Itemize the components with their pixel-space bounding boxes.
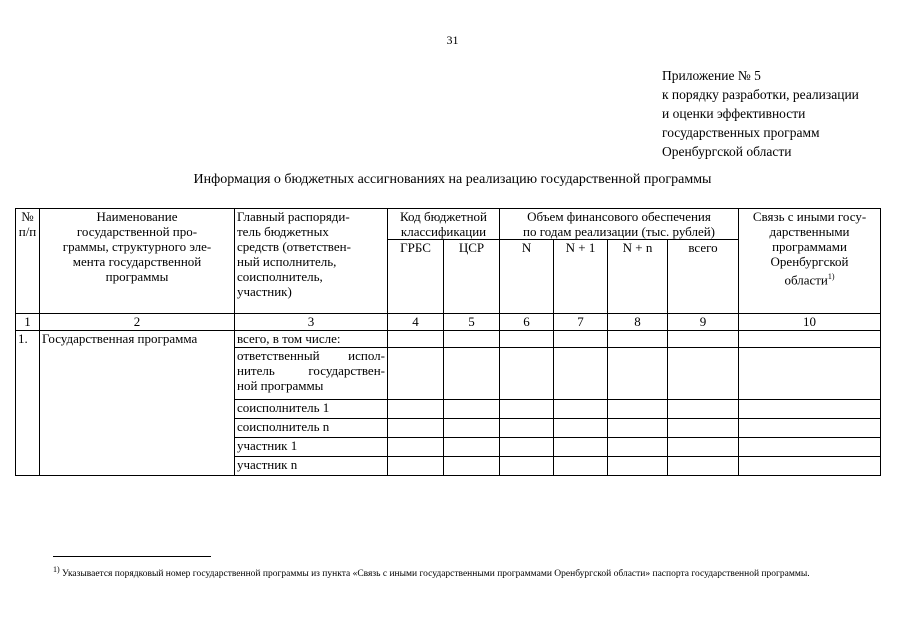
row-manager: ответственный испол- нитель государствен- ной программы (235, 348, 388, 400)
column-number: 8 (608, 314, 668, 331)
row-number: 1. (16, 331, 40, 476)
column-number: 2 (40, 314, 235, 331)
header-budget-code: Код бюджетной классификации (388, 209, 500, 240)
footnote-ref: 1) (827, 272, 835, 281)
header-manager: Главный распоряди- тель бюджетных средств (ответствен- ный исполнитель, соисполнитель, участник) (235, 209, 388, 314)
header-program-name: Наименование государственной про- граммы, структурного эле- мента государственной программы (40, 209, 235, 314)
column-number: 1 (16, 314, 40, 331)
document-title: Информация о бюджетных ассигнованиях на реализацию государственной программы (193, 172, 712, 187)
row-manager: соисполнитель n (235, 419, 388, 438)
column-number: 4 (388, 314, 444, 331)
column-number: 6 (500, 314, 554, 331)
footnote-text: Указывается порядковый номер государственной программы из пункта «Связь с иными государственными программами Оренбургской области» паспорта государственной программы. (62, 569, 810, 580)
column-number: 5 (444, 314, 500, 331)
column-number: 9 (668, 314, 739, 331)
header-grbs: ГРБС (388, 240, 444, 314)
row-manager: участник 1 (235, 438, 388, 457)
footnote-mark: 1) (53, 565, 60, 574)
budget-table (15, 208, 881, 476)
header-year-n: N (500, 240, 554, 314)
appendix-line: государственных программ (662, 125, 820, 140)
column-number: 3 (235, 314, 388, 331)
appendix-header (662, 66, 859, 161)
appendix-line: к порядку разработки, реализации (662, 87, 859, 102)
column-number: 10 (739, 314, 881, 331)
header-number: № п/п (16, 209, 40, 314)
page-number: 31 (446, 33, 459, 47)
header-total: всего (668, 240, 739, 314)
table-row (16, 331, 881, 348)
header-csr: ЦСР (444, 240, 500, 314)
header-year-n1: N + 1 (554, 240, 608, 314)
appendix-line: и оценки эффективности (662, 106, 806, 121)
row-manager: участник n (235, 457, 388, 476)
row-manager: всего, в том числе: (235, 331, 388, 348)
row-manager: соисполнитель 1 (235, 400, 388, 419)
appendix-line: Оренбургской области (662, 144, 792, 159)
appendix-line: Приложение № 5 (662, 68, 761, 83)
row-manager-tail: ной программы (237, 378, 324, 393)
footnote-divider (53, 556, 211, 557)
footnote (53, 564, 885, 580)
row-program-name: Государственная программа (40, 331, 235, 476)
header-link: Связь с иными госу- дарственными программами Оренбургской области$^{1)}$ (739, 209, 881, 314)
header-year-nn: N + n (608, 240, 668, 314)
header-funding: Объем финансового обеспечения по годам реализации (тыс. рублей) (500, 209, 739, 240)
column-number: 7 (554, 314, 608, 331)
